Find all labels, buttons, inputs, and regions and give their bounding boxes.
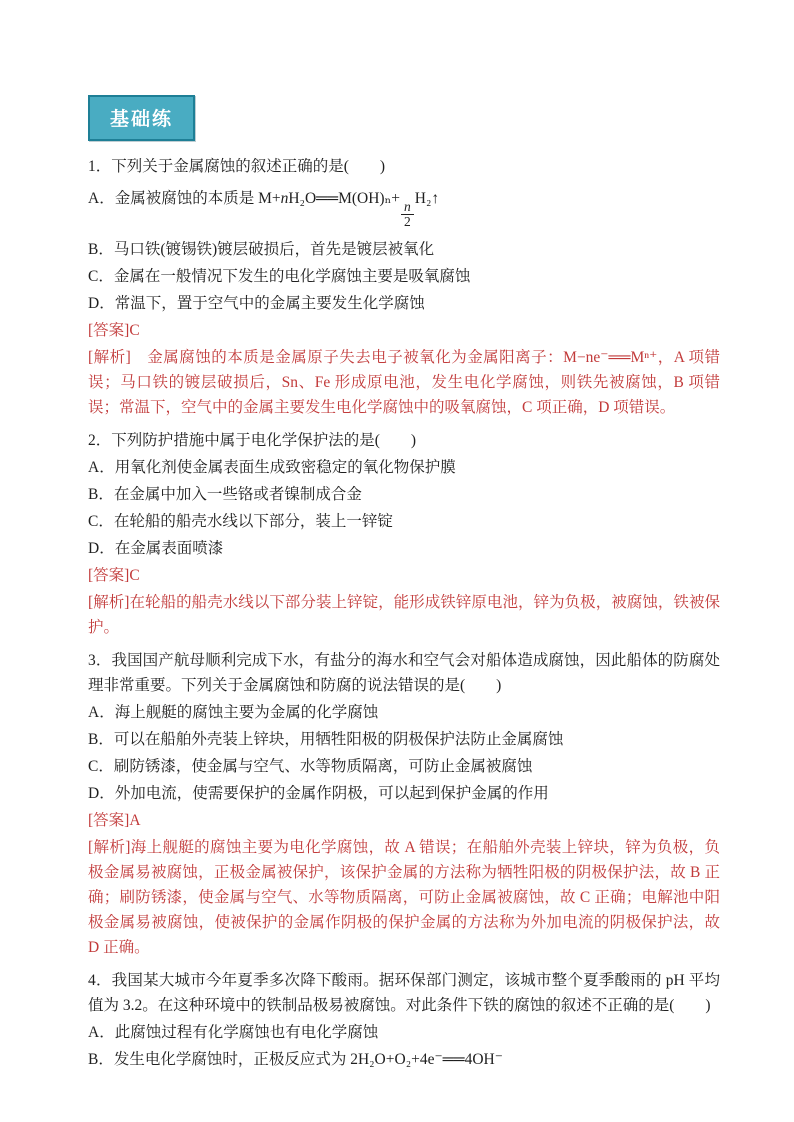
question-2-option-b: B．在金属中加入一些铬或者镍制成合金: [88, 486, 362, 504]
question-2-option-a: A．用氧化剂使金属表面生成致密稳定的氧化物保护膜: [88, 459, 456, 477]
question-2-option-c: C．在轮船的船壳水线以下部分，装上一锌锭: [88, 513, 393, 531]
question-3-option-d: D．外加电流，使需要保护的金属作阴极，可以起到保护金属的作用: [88, 785, 549, 803]
question-2-stem: 2．下列防护措施中属于电化学保护法的是( ): [88, 432, 417, 450]
question-1-answer: [答案]C: [88, 322, 140, 340]
question-1-option-a: [88, 181, 720, 235]
question-4-option-a: A．此腐蚀过程有化学腐蚀也有电化学腐蚀: [88, 1024, 379, 1042]
question-3-option-c: C．刷防锈漆，使金属与空气、水等物质隔离，可防止金属被腐蚀: [88, 758, 533, 776]
question-1-analysis: [解析] 金属腐蚀的本质是金属原子失去电子被氧化为金属阳离子：M−ne⁻══Mⁿ⁺，A 项错误；马口铁的镀层破损后，Sn、Fe 形成原电池，发生电化学腐蚀，则铁先被腐蚀，B 项错误；常温下，空气中的金属主要发生电化学腐蚀中的吸氧腐蚀，C 项正确，D 项错误。: [88, 349, 720, 417]
fraction-n-over-2: [401, 200, 414, 229]
section-badge-label: 基础练: [110, 109, 174, 130]
formula-variable-n: n: [280, 190, 289, 207]
question-2-option-d: D．在金属表面喷漆: [88, 540, 224, 558]
question-4-stem: 4．我国某大城市今年夏季多次降下酸雨。据环保部门测定，该城市整个夏季酸雨的 pH 平均值为 3.2。在这种环境中的铁制品极易被腐蚀。对此条件下铁的腐蚀的叙述不正确的是( ): [88, 972, 720, 1015]
section-badge: [88, 95, 195, 141]
question-4-option-b: B．发生电化学腐蚀时，正极反应式为 2H₂O+O₂+4e⁻══4OH⁻: [88, 1051, 503, 1069]
formula-segment: H₂O══M(OH)ₙ+: [288, 190, 401, 207]
question-1-stem: 1．下列关于金属腐蚀的叙述正确的是( ): [88, 158, 386, 175]
question-1: [88, 154, 720, 420]
formula-segment: A．金属被腐蚀的本质是 M+: [88, 190, 281, 207]
question-1-option-c: C．金属在一般情况下发生的电化学腐蚀主要是吸氧腐蚀: [88, 268, 471, 286]
question-1-option-d: D．常温下，置于空气中的金属主要发生化学腐蚀: [88, 295, 425, 313]
question-2-analysis: [解析]在轮船的船壳水线以下部分装上锌锭，能形成铁锌原电池，锌为负极，被腐蚀，铁被保护。: [88, 594, 720, 637]
question-4: [88, 968, 720, 1072]
question-3-answer: [答案]A: [88, 812, 141, 830]
formula-segment: H₂↑: [414, 190, 440, 207]
question-2: [88, 428, 720, 640]
question-1-option-b: B．马口铁(镀锡铁)镀层破损后，首先是镀层被氧化: [88, 241, 435, 259]
question-3-option-a: A．海上舰艇的腐蚀主要为金属的化学腐蚀: [88, 704, 379, 722]
fraction-numerator: n: [404, 199, 411, 214]
question-2-answer: [答案]C: [88, 567, 140, 585]
question-3: [88, 648, 720, 960]
question-3-option-b: B．可以在船舶外壳装上锌块，用牺牲阳极的阴极保护法防止金属腐蚀: [88, 731, 564, 749]
question-3-analysis: [解析]海上舰艇的腐蚀主要为电化学腐蚀，故 A 错误；在船舶外壳装上锌块，锌为负极，负极金属易被腐蚀，正极金属被保护，该保护金属的方法称为牺牲阳极的阴极保护法，故 B 正确；刷防锈漆，使金属与空气、水等物质隔离，可防止金属被腐蚀，故 C 正确；电解池中阳极金属易被腐蚀，使被保护的金属作阴极的保护金属的方法称为外加电流的阴极保护法，故 D 正确。: [88, 839, 720, 957]
fraction-denominator: 2: [401, 214, 414, 229]
worksheet-page: [88, 95, 720, 1080]
question-3-stem: 3．我国国产航母顺利完成下水，有盐分的海水和空气会对船体造成腐蚀，因此船体的防腐处理非常重要。下列关于金属腐蚀和防腐的说法错误的是( ): [88, 652, 720, 695]
